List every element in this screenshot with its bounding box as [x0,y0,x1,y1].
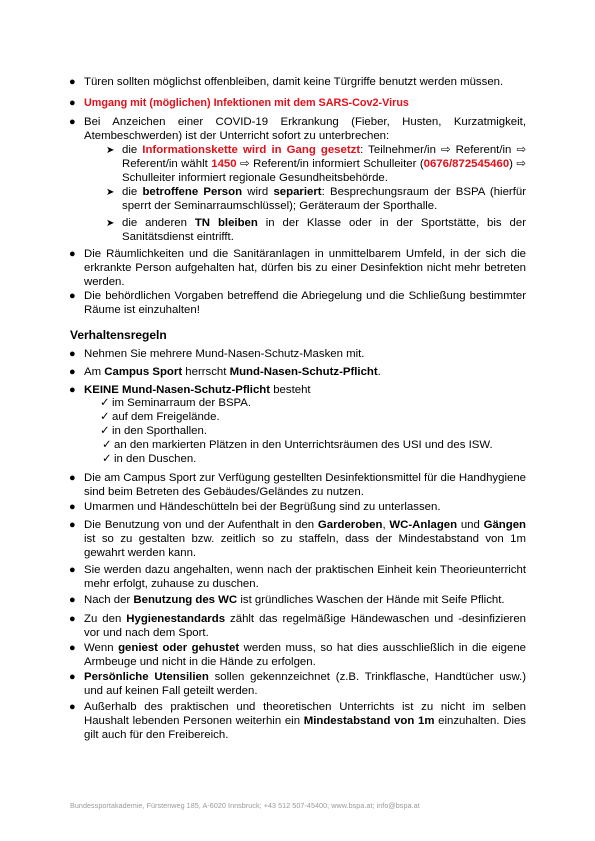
bullet-doors: ● Türen sollten möglichst offenbleiben, damit keine Türgriffe benutzt werden müssen. [69,76,504,88]
arrow-right-icon: ➤ [106,145,115,156]
check-icon: ✓ [102,453,112,465]
check-item: ✓ an den markierten Plätzen in den Unterrichtsräumen des USI und des ISW. [102,439,493,451]
sub-others-stay: ➤ die anderen TN bleiben in der Klasse oder in der Sportstätte, bis der Sanitätsdienst eintrifft. [106,217,526,243]
check-icon: ✓ [102,439,112,451]
bullet-infection-heading [69,97,526,111]
bullet-dot: ● [69,248,76,260]
check-icon: ✓ [100,425,110,437]
bullet-rooms: ● Die Räumlichkeiten und die Sanitäranlagen in unmittelbarem Umfeld, in der sich die erkrankte Person aufgehalten hat, dürfen bis zu einer Desinfektion nicht mehr betreten werden. [69,248,526,288]
bullet-dot: ● [69,76,76,88]
check-icon: ✓ [100,397,110,409]
bullet-dot: ● [69,290,76,302]
bullet-wc: ● Nach der Benutzung des WC ist gründliches Waschen der Hände mit Seife Pflicht. [69,594,505,606]
check-item: ✓ in den Sporthallen. [100,425,207,437]
bullet-masks: ● Nehmen Sie mehrere Mund-Nasen-Schutz-Masken mit. [69,348,365,360]
check-item: ✓ auf dem Freigelände. [100,411,220,423]
sub-separate-person: ➤ die betroffene Person wird separiert: Besprechungsraum der BSPA (hierfür sperrt der Seminarraumschlüssel); Geräteraum der Sporthalle. [106,186,526,212]
bullet-dot: ● [69,472,76,484]
bullet-wardrobes: ● Die Benutzung von und der Aufenthalt in den Garderoben, WC-Anlagen und Gängen ist so zu gestalten bzw. zeitlich so zu staffeln, dass der Mindestabstand von 1m gewahrt werden kann. [69,519,526,559]
check-item: ✓ im Seminarraum der BSPA. [100,397,252,409]
bullet-shower: ● Sie werden dazu angehalten, wenn nach der praktischen Einheit kein Theorieunterricht mehr erfolgt, zuhause zu duschen. [69,564,526,590]
bullet-authority: ● Die behördlichen Vorgaben betreffend die Abriegelung und die Schließung bestimmter Räume ist einzuhalten! [69,290,526,316]
check-item: ✓ in den Duschen. [102,453,197,465]
arrow-right-icon: ➤ [106,218,115,229]
bullet-dot: ● [69,613,76,625]
bullet-dot: ● [69,366,76,378]
section-heading-red: Umgang mit (möglichen) Infektionen mit dem SARS-Cov2-Virus [84,97,409,109]
section-heading: Verhaltensregeln [70,328,167,342]
bullet-campus-mask: ● Am Campus Sport herrscht Mund-Nasen-Schutz-Pflicht. [69,366,381,378]
bullet-utensils: ● Persönliche Utensilien sollen gekennzeichnet (z.B. Trinkflasche, Handtücher usw.) und auf keinen Fall geteilt werden. [69,671,527,697]
arrow-right-icon: ➤ [106,187,115,198]
check-icon: ✓ [100,411,110,423]
bullet-no-mask: ● KEINE Mund-Nasen-Schutz-Pflicht besteht [69,384,311,396]
bullet-dot: ● [69,671,76,683]
bullet-distance: ● Außerhalb des praktischen und theoretischen Unterrichts ist zu nicht im selben Haushalt lebenden Personen weiterhin ein Mindestabstand von 1m einzuhalten. Dies gilt auch für den Freibereich. [69,701,526,741]
bullet-dot: ● [69,384,76,396]
bullet-dot: ● [69,501,76,513]
bullet-covid-signs: ● Bei Anzeichen einer COVID-19 Erkrankung (Fieber, Husten, Kurzatmigkeit, Atembeschwerden) ist der Unterricht sofort zu unterbrechen: [69,116,526,142]
bullet-greeting: ● Umarmen und Händeschütteln bei der Begrüßung sind zu unterlassen. [69,501,441,513]
bullet-dot: ● [69,97,76,109]
sub-info-chain: ➤ die Informationskette wird in Gang gesetzt: Teilnehmer/in ⇨ Referent/in ⇨ Referent/in wählt 1450 ⇨ Referent/in informiert Schulleiter (0676/872545460) ⇨ Schulleiter informiert regionale Gesundheitsbehörde. [106,144,526,184]
bullet-dot: ● [69,642,76,654]
bullet-dot: ● [69,519,76,531]
bullet-dot: ● [69,348,76,360]
phone-number: 0676/872545460 [423,157,510,170]
bullet-dot: ● [69,564,76,576]
bullet-hygiene: ● Zu den Hygienestandards zählt das regelmäßige Händewaschen und -desinfizieren vor und nach dem Sport. [69,613,526,639]
page-footer: Bundessportakademie, Fürstenweg 185, A-6020 Innsbruck; +43 512 507-45400; www.bspa.at; info@bspa.at [70,801,420,810]
bullet-sneeze: ● Wenn geniest oder gehustet werden muss, so hat dies ausschließlich in die eigene Armbeuge und nicht in die Hände zu erfolgen. [69,642,526,668]
bullet-dot: ● [69,116,76,128]
bullet-dot: ● [69,594,76,606]
bullet-dot: ● [69,701,76,713]
bullet-disinfectant: ● Die am Campus Sport zur Verfügung gestellten Desinfektionsmittel für die Handhygiene sind beim Betreten des Gebäudes/Geländes zu nutzen. [69,472,526,498]
